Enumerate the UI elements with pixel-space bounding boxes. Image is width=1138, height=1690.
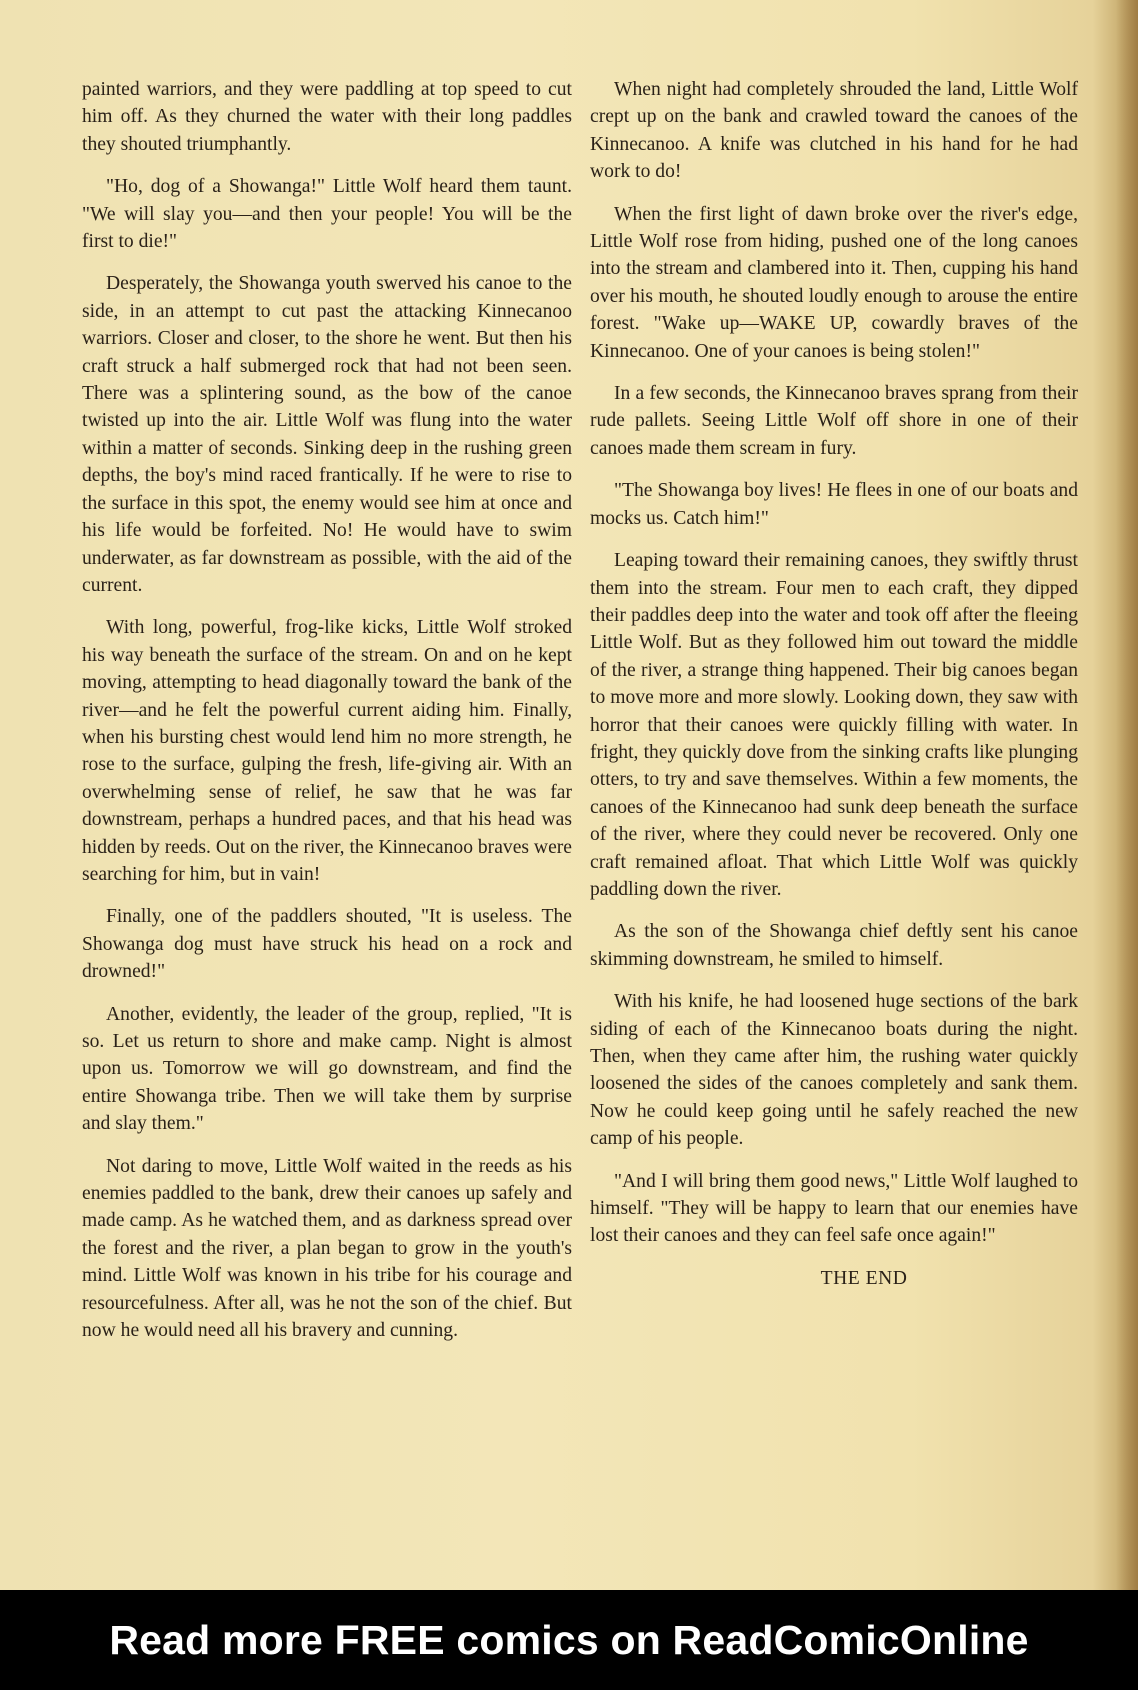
paragraph: Not daring to move, Little Wolf waited in the reeds as his enemies paddled to the bank, drew their canoes up safely and made camp. As he watched them, and as darkness spread over the forest and the river, a plan began to grow in the youth's mind. Little Wolf was known in his tribe for his courage and resourcefulness. After all, was he not the son of the chief. But now he would need all his bravery and cunning. <box>82 1155 572 1342</box>
paragraph: Leaping toward their remaining canoes, they swiftly thrust them into the stream. Four men to each craft, they dipped their paddles deep into the water and took off after the fleeing Little Wolf. But as they followed him out toward the middle of the river, a strange thing happened. Their big canoes began to move more and more slowly. Looking down, they saw with horror that their canoes were quickly filling with water. In fright, they quickly dove from the sinking crafts like plunging otters, to try and save themselves. Within a few moments, the canoes of the Kinnecanoo had sunk deep beneath the surface of the river, where they could never be recovered. Only one craft remained afloat. That which Little Wolf was quickly paddling down the river. <box>590 550 1078 900</box>
paragraph: Finally, one of the paddlers shouted, "It is useless. The Showanga dog must have struck his head on a rock and drowned!" <box>82 906 572 983</box>
paragraph: With long, powerful, frog-like kicks, Little Wolf stroked his way beneath the surface of the stream. On and on he kept moving, attempting to head diagonally toward the bank of the river—and he felt the powerful current aiding him. Finally, when his bursting chest would lend him no more strength, he rose to the surface, gulping the fresh, life-giving air. With an overwhelming sense of relief, he saw that he was far downstream, perhaps a hundred paces, and that his head was hidden by reeds. Out on the river, the Kinnecanoo braves were searching for him, but in vain! <box>82 617 572 885</box>
right-column <box>590 76 1078 1307</box>
paragraph: "And I will bring them good news," Little Wolf laughed to himself. "They will be happy to learn that our enemies have lost their canoes and they can feel safe once again!" <box>590 1170 1078 1247</box>
paragraph: With his knife, he had loosened huge sections of the bark siding of each of the Kinnecanoo boats during the night. Then, when they came after him, the rushing water quickly loosened the sides of the canoes completely and sank them. Now he could keep going until he safely reached the new camp of his people. <box>590 991 1078 1150</box>
paragraph: When night had completely shrouded the land, Little Wolf crept up on the bank and crawled toward the canoes of the Kinnecanoo. A knife was clutched in his hand for he had work to do! <box>590 79 1078 183</box>
paragraph: "The Showanga boy lives! He flees in one of our boats and mocks us. Catch him!" <box>590 480 1078 529</box>
paragraph: Another, evidently, the leader of the group, replied, "It is so. Let us return to shore and make camp. Night is almost upon us. Tomorrow we will go downstream, and find the entire Showanga tribe. Then we will take them by surprise and slay them." <box>82 1003 572 1135</box>
paragraph: As the son of the Showanga chief deftly sent his canoe skimming downstream, he smiled to himself. <box>590 921 1078 970</box>
left-column <box>82 76 572 1359</box>
paragraph: Desperately, the Showanga youth swerved his canoe to the side, in an attempt to cut past the attacking Kinnecanoo warriors. Closer and closer, to the shore he went. But then his craft struck a half submerged rock that had not been seen. There was a splintering sound, as the bow of the canoe twisted up into the air. Little Wolf was flung into the water within a matter of seconds. Sinking deep in the rushing green depths, the boy's mind raced frantically. If he were to rise to the surface in this spot, the enemy would see him at once and his life would be forfeited. No! He would have to swim underwater, as far downstream as possible, with the aid of the current. <box>82 273 572 596</box>
paragraph: In a few seconds, the Kinnecanoo braves sprang from their rude pallets. Seeing Little Wolf off shore in one of their canoes made them scream in fury. <box>590 383 1078 459</box>
paragraph: When the first light of dawn broke over the river's edge, Little Wolf rose from hiding, pushed one of the long canoes into the stream and clambered into it. Then, cupping his hand over his mouth, he shouted loudly enough to arouse the entire forest. "Wake up—WAKE UP, cowardly braves of the Kinnecanoo. One of your canoes is being stolen!" <box>590 203 1078 362</box>
paragraph: "Ho, dog of a Showanga!" Little Wolf heard them taunt. "We will slay you—and then your people! You will be the first to die!" <box>82 176 572 253</box>
promo-banner: Read more FREE comics on ReadComicOnline <box>0 1590 1138 1690</box>
paragraph: painted warriors, and they were paddling at top speed to cut him off. As they churned the water with their long paddles they shouted triumphantly. <box>82 79 572 155</box>
the-end-label: THE END <box>820 1267 908 1289</box>
